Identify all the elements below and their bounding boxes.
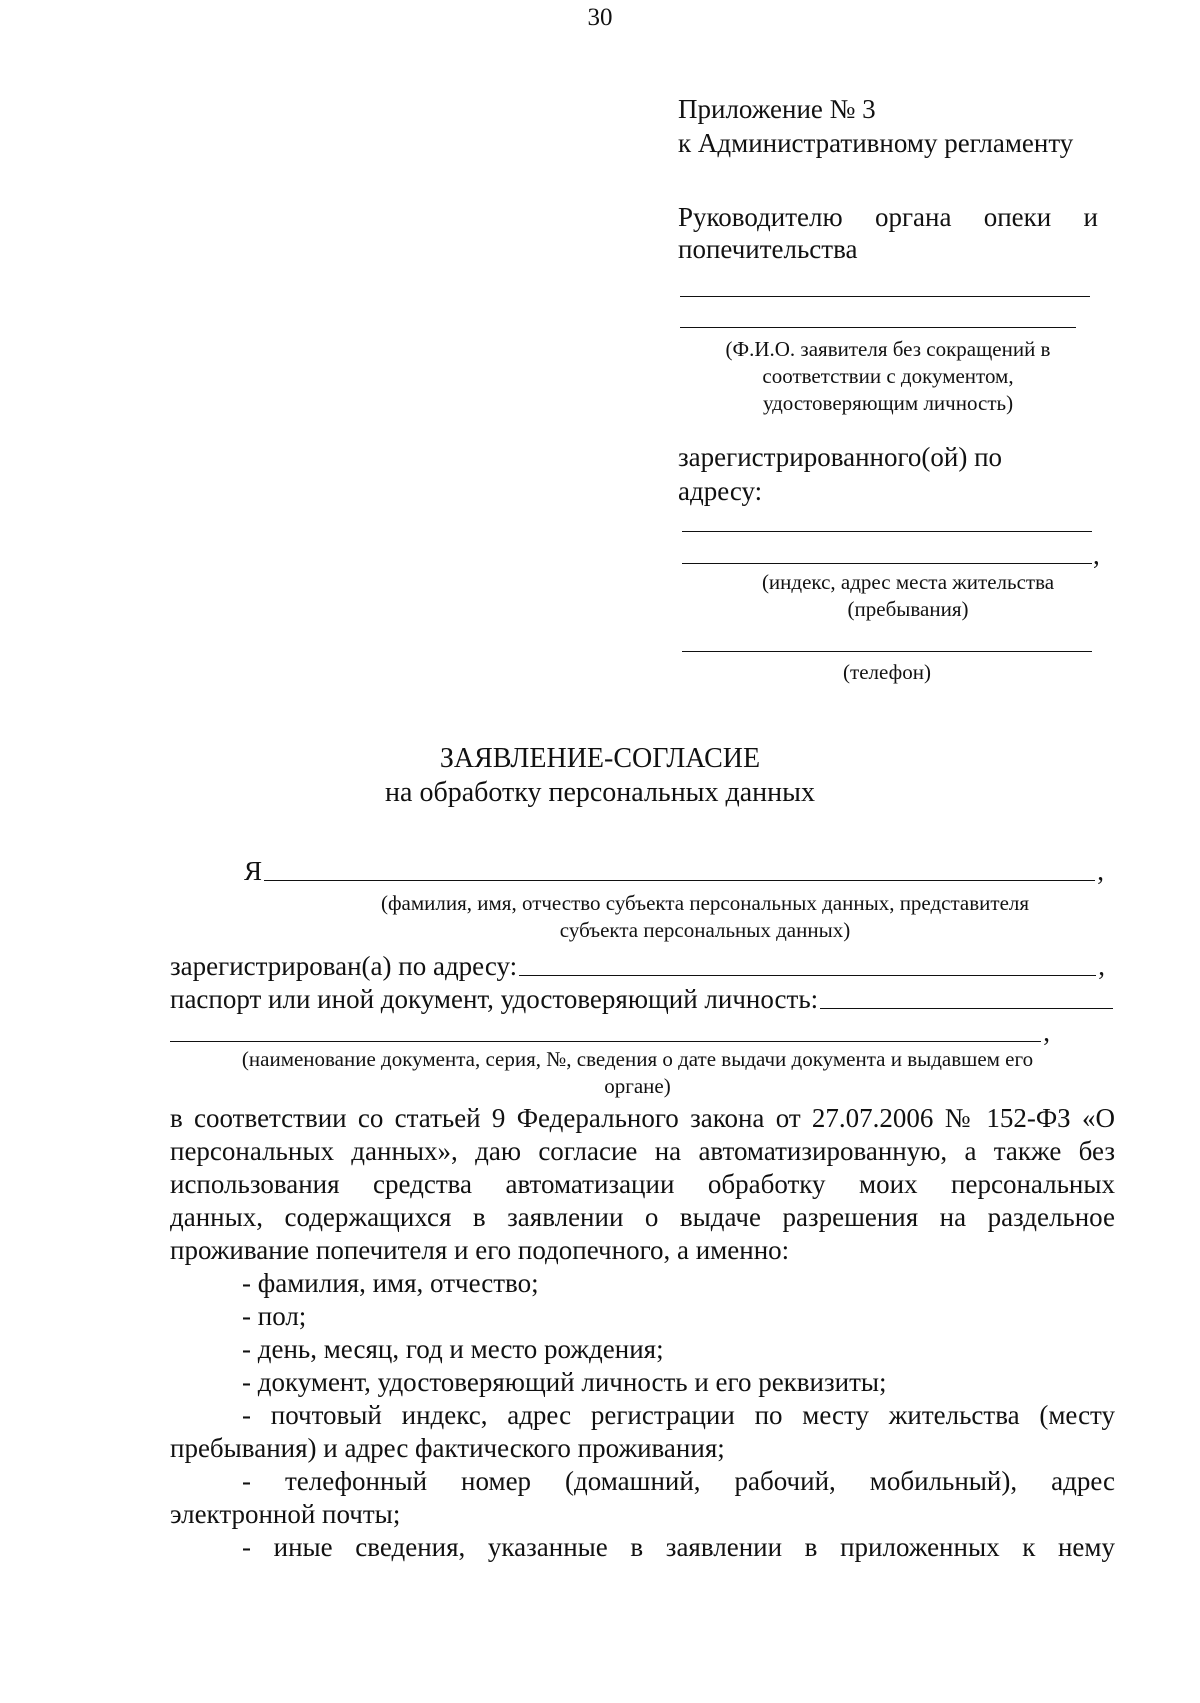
document-caption-line: органе) [604,1074,671,1098]
comma: , [1098,951,1105,981]
subject-caption-line: (фамилия, имя, отчество субъекта персональных данных, представителя [380,891,1030,915]
address-comma: , [1093,540,1100,570]
passport-blank [820,1008,1113,1009]
registered-label: зарегистрирован(а) по адресу: [170,951,518,981]
fio-caption-line: удостоверяющим личность) [762,391,1014,415]
document-title: ЗАЯВЛЕНИЕ-СОГЛАСИЕ [439,743,761,774]
fio-caption [678,336,1098,417]
addressee-name-blank [680,296,1090,297]
list-item: - фамилия, имя, отчество; [242,1268,539,1298]
subject-name-row [244,855,1104,888]
list-item-continuation: пребывания) и адрес фактического проживания; [170,1433,725,1463]
registered-line-1: зарегистрированного(ой) по [678,442,1003,472]
paragraph-line: в соответствии со статьей 9 Федерального закона от 27.07.2006 № 152-ФЗ «О [170,1103,1115,1133]
passport-label: паспорт или иной документ, удостоверяющий личность: [170,984,819,1014]
page-number: 30 [587,4,613,31]
applicant-fio-blank [680,327,1076,328]
passport-row [170,983,1115,1016]
comma: , [1097,856,1104,886]
list-item: - документ, удостоверяющий личность и его реквизиты; [242,1367,887,1397]
address-caption-line: (пребывания) [847,597,969,621]
appendix-line-2: к Административному регламенту [678,128,1074,158]
subject-caption [310,890,1100,944]
addressee-line-2: попечительства [678,234,858,264]
list-item: - иные сведения, указанные в заявлении в приложенных к нему [242,1532,1115,1562]
document-subtitle: на обработку персональных данных [385,777,815,808]
list-item-continuation: электронной почты; [170,1499,401,1529]
document-details-blank [170,1041,1041,1042]
fio-caption-line: (Ф.И.О. заявителя без сокращений в [725,337,1051,361]
addressee-word: органа [874,202,952,232]
registered-address-blank [519,975,1096,976]
fio-caption-line: соответствии с документом, [762,364,1014,388]
addressee-word: Руководителю [678,202,843,232]
addressee-line-1 [678,200,1098,234]
i-label: Я [244,856,263,886]
document-caption [150,1046,1125,1100]
addressee-word: и [1083,202,1098,232]
appendix-line-1: Приложение № 3 [678,94,876,124]
document-details-row [170,1016,1050,1049]
address-blank-2 [682,563,1092,564]
registered-line-2: адресу: [678,476,763,506]
list-item: - почтовый индекс, адрес регистрации по месту жительства (месту [242,1400,1115,1430]
subject-caption-line: субъекта персональных данных) [559,918,851,942]
address-caption-line: (индекс, адрес места жительства [761,570,1055,594]
phone-blank [682,651,1092,652]
subject-name-blank [264,880,1095,881]
paragraph-line: данных, содержащихся в заявлении о выдаче разрешения на раздельное [170,1202,1115,1232]
address-blank-1 [682,531,1092,532]
list-item: - пол; [242,1301,307,1331]
list-item: - день, месяц, год и место рождения; [242,1334,664,1364]
comma: , [1043,1017,1050,1047]
registered-address-row [170,950,1105,983]
phone-caption: (телефон) [843,660,931,684]
addressee-word: опеки [983,202,1052,232]
document-caption-line: (наименование документа, серия, №, сведения о дате выдачи документа и выдавшем его [241,1047,1034,1071]
paragraph-line: персональных данных», даю согласие на автоматизированную, а также без [170,1136,1115,1166]
paragraph-line: проживание попечителя и его подопечного, а именно: [170,1235,790,1265]
address-caption [678,569,1138,623]
list-item: - телефонный номер (домашний, рабочий, мобильный), адрес [242,1466,1115,1496]
paragraph-line: использования средства автоматизации обработку моих персональных [170,1169,1115,1199]
